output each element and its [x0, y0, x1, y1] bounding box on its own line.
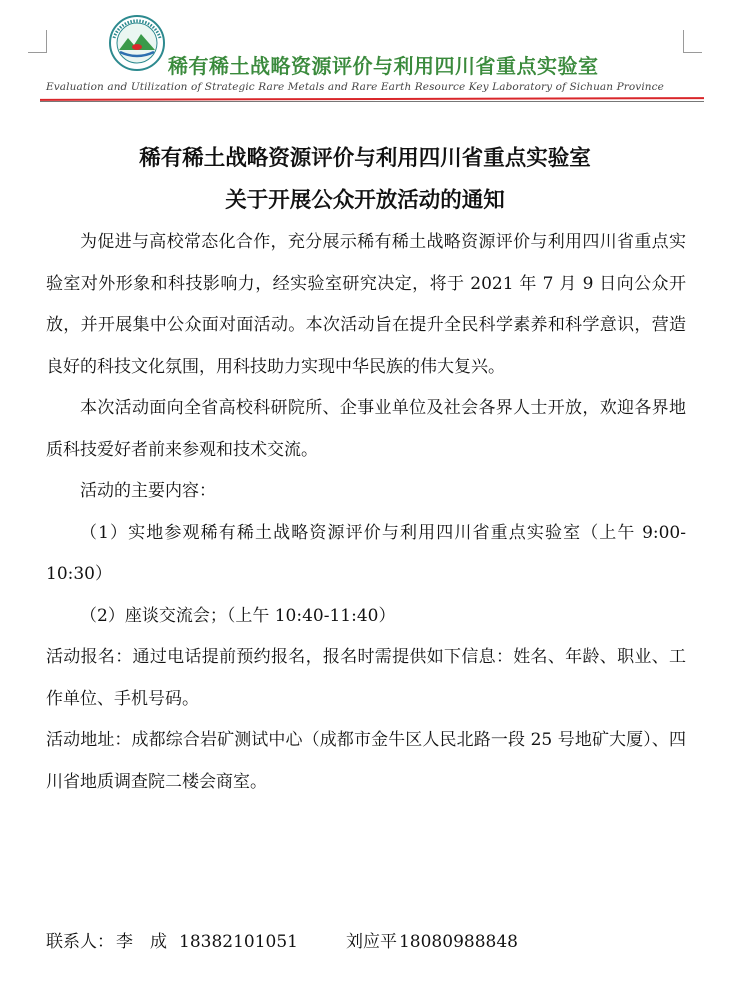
- contact-person1-name: 李 成: [116, 932, 167, 952]
- notice-title-line2: 关于开展公众开放活动的通知: [225, 188, 505, 213]
- lab-name-chinese: 稀有稀土战略资源评价与利用四川省重点实验室: [168, 54, 599, 78]
- notice-body: [46, 222, 686, 803]
- letterhead: [0, 0, 730, 104]
- contact-person2-name: 刘应平: [345, 932, 397, 952]
- contact-person1-phone: 18382101051: [179, 932, 298, 952]
- lab-name-english: Evaluation and Utilization of Strategic Rare Metals and Rare Earth Resource Key Laboratory of Sichuan Province: [46, 81, 664, 93]
- header-gray-rule: [40, 101, 704, 102]
- contact-person2-phone: 18080988848: [398, 932, 518, 952]
- content-item-2: （2）座谈交流会；（上午 10:40-11:40）: [80, 605, 396, 626]
- contact-line: [46, 927, 518, 952]
- notice-title-line1: 稀有稀土战略资源评价与利用四川省重点实验室: [139, 146, 591, 171]
- contact-label: 联系人：: [46, 932, 114, 952]
- registration-info: 活动报名：通过电话提前预约报名，报名时需提供如下信息：姓名、年龄、职业、工作单位、手机号码。: [46, 647, 686, 709]
- event-address: 活动地址：成都综合岩矿测试中心（成都市金牛区人民北路一段 25 号地矿大厦）、四川省地质调查院二楼会商室。: [46, 730, 686, 792]
- paragraph-intro: 为促进与高校常态化合作，充分展示稀有稀土战略资源评价与利用四川省重点实验室对外形象和科技影响力，经实验室研究决定，将于 2021 年 7 月 9 日向公众开放，并开展集中公众面对面活动。本次活动旨在提升全民科学素养和科学意识，营造良好的科技文化氛围，用科技助力实现中华民族的伟大复兴。: [46, 232, 686, 377]
- content-item-1: （1）实地参观稀有稀土战略资源评价与利用四川省重点实验室（上午 9:00-10:30）: [46, 522, 686, 584]
- paragraph-content-heading: 活动的主要内容：: [80, 481, 216, 501]
- paragraph-audience: 本次活动面向全省高校科研院所、企事业单位及社会各界人士开放，欢迎各界地质科技爱好者前来参观和技术交流。: [46, 398, 686, 460]
- lab-logo: [108, 14, 166, 72]
